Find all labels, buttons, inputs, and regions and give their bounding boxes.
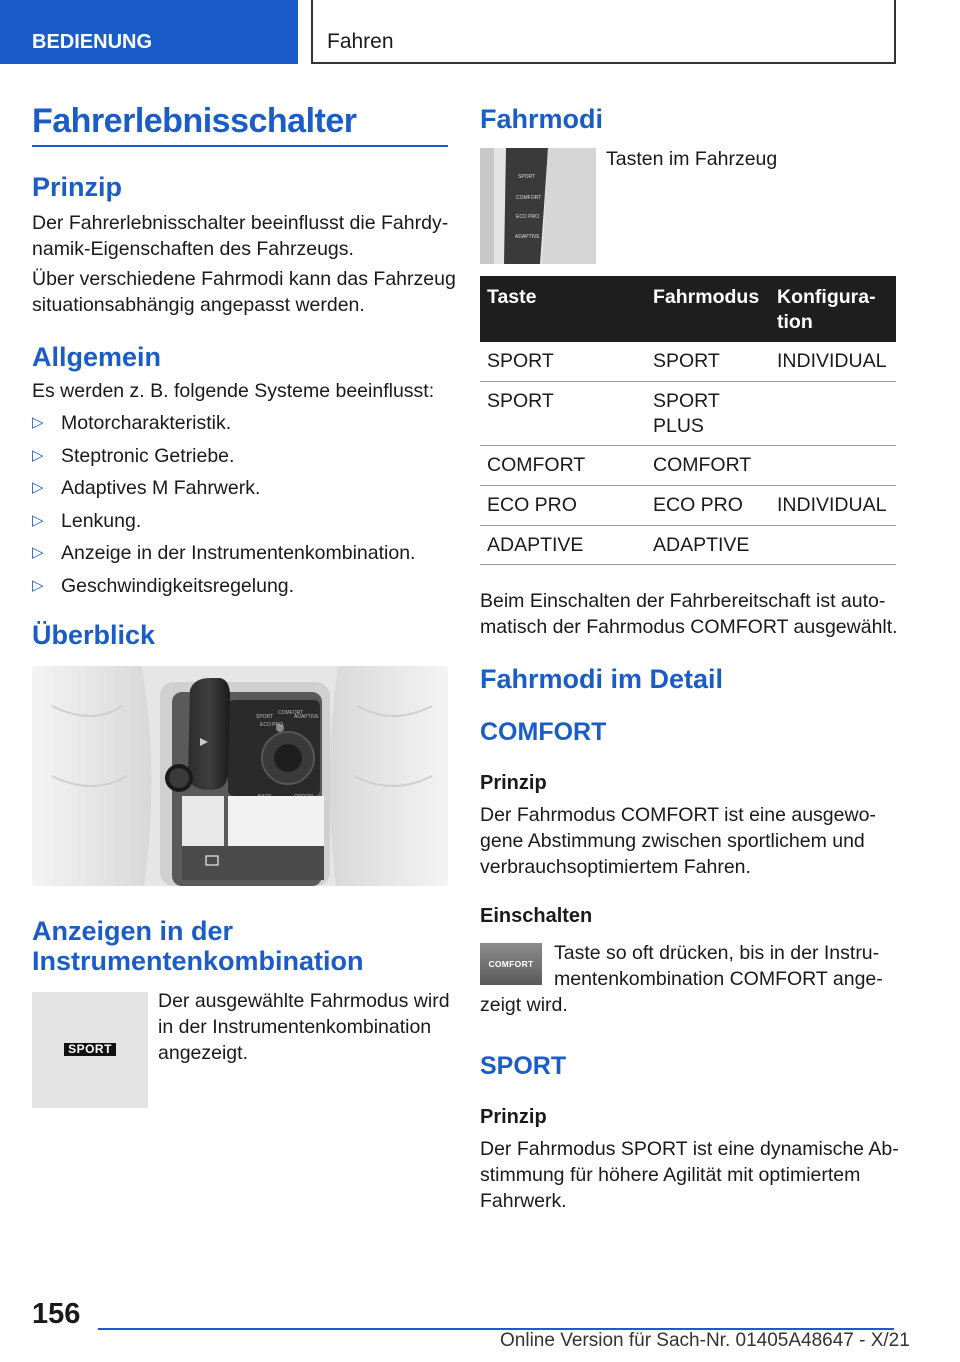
table-cell bbox=[653, 453, 751, 478]
paragraph-sport-prinzip bbox=[480, 1136, 899, 1214]
footer-online-version: Online Version für Sach-Nr. 01405A48647 - X/21 bbox=[500, 1330, 910, 1351]
text-line: Beim Einschalten der Fahrbereitschaft ist auto‐ bbox=[480, 590, 886, 612]
header-line: Konfigura‐ bbox=[777, 286, 876, 308]
page-title: Fahrerlebnisschalter bbox=[32, 102, 357, 140]
cell-line: ECO PRO bbox=[653, 494, 743, 516]
bullet-list bbox=[32, 410, 448, 605]
list-item bbox=[32, 573, 448, 606]
text-line: Der Fahrmodus SPORT ist eine dynamische Ab‐ bbox=[480, 1138, 899, 1160]
table-row bbox=[480, 526, 896, 565]
list-item-text: Geschwindigkeitsregelung. bbox=[61, 574, 295, 597]
heading-fahrmodi: Fahrmodi bbox=[480, 104, 604, 134]
heading-line: Instrumentenkombination bbox=[32, 946, 364, 976]
table-cell: SPORT bbox=[487, 390, 554, 412]
driving-mode-keys-image bbox=[480, 148, 596, 264]
cell-line: COMFORT bbox=[653, 454, 752, 476]
cell-line: SPORT bbox=[653, 390, 720, 412]
table-row bbox=[480, 446, 896, 486]
text-line: Der Fahrmodus COMFORT ist eine ausgewo‐ bbox=[480, 804, 876, 826]
text-line: Taste so oft drücken, bis in der Instru‐ bbox=[554, 942, 880, 964]
console-label-eco-pro: ECO PRO bbox=[260, 722, 284, 728]
column-header-konfiguration bbox=[777, 285, 876, 335]
text-line: in der Instrumentenkombination bbox=[158, 1016, 432, 1038]
triangle-bullet-icon: ▷ bbox=[32, 414, 44, 431]
list-item-text: Adaptives M Fahrwerk. bbox=[61, 477, 261, 499]
heading-allgemein: Allgemein bbox=[32, 342, 162, 372]
list-item bbox=[32, 443, 448, 476]
paragraph-prinzip-2 bbox=[32, 266, 456, 318]
heading-line: Anzeigen in der bbox=[32, 916, 234, 946]
table-cell bbox=[653, 349, 720, 374]
list-item-text: Steptronic Getriebe. bbox=[61, 444, 235, 467]
console-label-comfort: COMFORT bbox=[278, 710, 304, 716]
text-line: mentenkombination COMFORT ange‐ bbox=[554, 968, 883, 990]
paragraph-comfort-einschalten-b: zeigt wird. bbox=[480, 994, 568, 1016]
section-tab: BEDIENUNG bbox=[0, 0, 298, 64]
console-label-sport: SPORT bbox=[256, 714, 274, 720]
heading-prinzip: Prinzip bbox=[32, 172, 123, 202]
subheading-sport-prinzip: Prinzip bbox=[480, 1106, 547, 1128]
triangle-bullet-icon: ▷ bbox=[32, 544, 44, 561]
text-line: Der Fahrerlebnisschalter beeinflusst die Fahrdy‐ bbox=[32, 212, 449, 234]
table-cell: ECO PRO bbox=[487, 494, 577, 516]
text-line: namik-Eigenschaften des Fahrzeugs. bbox=[32, 238, 354, 260]
paragraph-allgemein-intro: Es werden z. B. folgende Systeme beeinflusst: bbox=[32, 380, 435, 402]
comfort-button-label: COMFORT bbox=[488, 959, 534, 969]
table-cell bbox=[653, 389, 720, 439]
page-number: 156 bbox=[32, 1298, 81, 1330]
table-cell: COMFORT bbox=[487, 454, 586, 476]
console-label-adaptive: ADAPTIVE bbox=[294, 714, 319, 720]
table-cell: SPORT bbox=[487, 350, 554, 372]
image-caption: Tasten im Fahrzeug bbox=[606, 148, 778, 170]
cell-line: PLUS bbox=[653, 415, 704, 437]
table-row bbox=[480, 382, 896, 446]
text-line: Der ausgewählte Fahrmodus wird bbox=[158, 990, 450, 1012]
text-line: verbrauchsoptimiertem Fahren. bbox=[480, 856, 751, 878]
paragraph-comfort-prinzip bbox=[480, 802, 876, 880]
table-cell bbox=[653, 493, 743, 518]
text-line: situationsabhängig angepasst werden. bbox=[32, 294, 365, 316]
list-item bbox=[32, 508, 448, 541]
table-cell: INDIVIDUAL bbox=[777, 494, 887, 516]
table-cell: ADAPTIVE bbox=[487, 534, 584, 556]
paragraph-after-table bbox=[480, 588, 898, 640]
subheading-comfort-prinzip: Prinzip bbox=[480, 772, 547, 794]
key-label-adaptive: ADAPTIVE bbox=[515, 234, 540, 240]
instrument-cluster-sport-image bbox=[32, 992, 148, 1108]
table-row bbox=[480, 342, 896, 382]
text-line: gene Abstimmung zwischen sportlichem und bbox=[480, 830, 865, 852]
text-line: Fahrwerk. bbox=[480, 1190, 567, 1212]
paragraph-anzeigen bbox=[158, 988, 450, 1066]
triangle-bullet-icon: ▷ bbox=[32, 511, 44, 529]
text-line: Über verschiedene Fahrmodi kann das Fahrzeug bbox=[32, 268, 456, 290]
heading-ueberblick: Überblick bbox=[32, 620, 156, 650]
header-line: tion bbox=[777, 311, 813, 333]
list-item bbox=[32, 475, 448, 508]
sport-badge: SPORT bbox=[64, 1043, 116, 1056]
list-item-text: Motorcharakteristik. bbox=[61, 412, 232, 434]
list-item bbox=[32, 540, 448, 573]
heading-fahrmodi-detail: Fahrmodi im Detail bbox=[480, 664, 724, 694]
paragraph-prinzip-1 bbox=[32, 210, 448, 262]
paragraph-comfort-einschalten-a bbox=[554, 940, 883, 992]
cell-line: ADAPTIVE bbox=[653, 534, 750, 556]
console-overview-image bbox=[32, 666, 448, 886]
text-line: stimmung für höhere Agilität mit optimiertem bbox=[480, 1164, 861, 1186]
table-row bbox=[480, 486, 896, 526]
comfort-button-icon bbox=[480, 943, 542, 985]
key-label-sport: SPORT bbox=[518, 174, 536, 180]
text-line: angezeigt. bbox=[158, 1042, 248, 1064]
list-item-text: Anzeige in der Instrumentenkombination. bbox=[61, 542, 416, 564]
heading-anzeigen bbox=[32, 916, 364, 976]
list-item-text: Lenkung. bbox=[61, 509, 142, 532]
subheading-comfort-einschalten: Einschalten bbox=[480, 905, 593, 927]
heading-sport: SPORT bbox=[480, 1052, 567, 1080]
text-line: matisch der Fahrmodus COMFORT ausgewählt. bbox=[480, 616, 898, 638]
cell-line: SPORT bbox=[653, 350, 720, 372]
table-header bbox=[480, 276, 896, 342]
triangle-bullet-icon: ▷ bbox=[32, 576, 44, 594]
heading-comfort: COMFORT bbox=[480, 718, 607, 746]
column-header-taste: Taste bbox=[487, 286, 537, 308]
key-label-eco-pro: ECO PRO bbox=[516, 214, 540, 220]
list-item bbox=[32, 410, 448, 443]
chapter-title: Fahren bbox=[311, 0, 896, 64]
triangle-bullet-icon: ▷ bbox=[32, 479, 44, 496]
table-cell: INDIVIDUAL bbox=[777, 350, 887, 372]
triangle-bullet-icon: ▷ bbox=[32, 446, 44, 464]
column-header-fahrmodus: Fahrmodus bbox=[653, 286, 760, 308]
table-cell bbox=[653, 533, 749, 558]
key-label-comfort: COMFORT bbox=[516, 195, 542, 201]
title-rule bbox=[32, 145, 448, 147]
